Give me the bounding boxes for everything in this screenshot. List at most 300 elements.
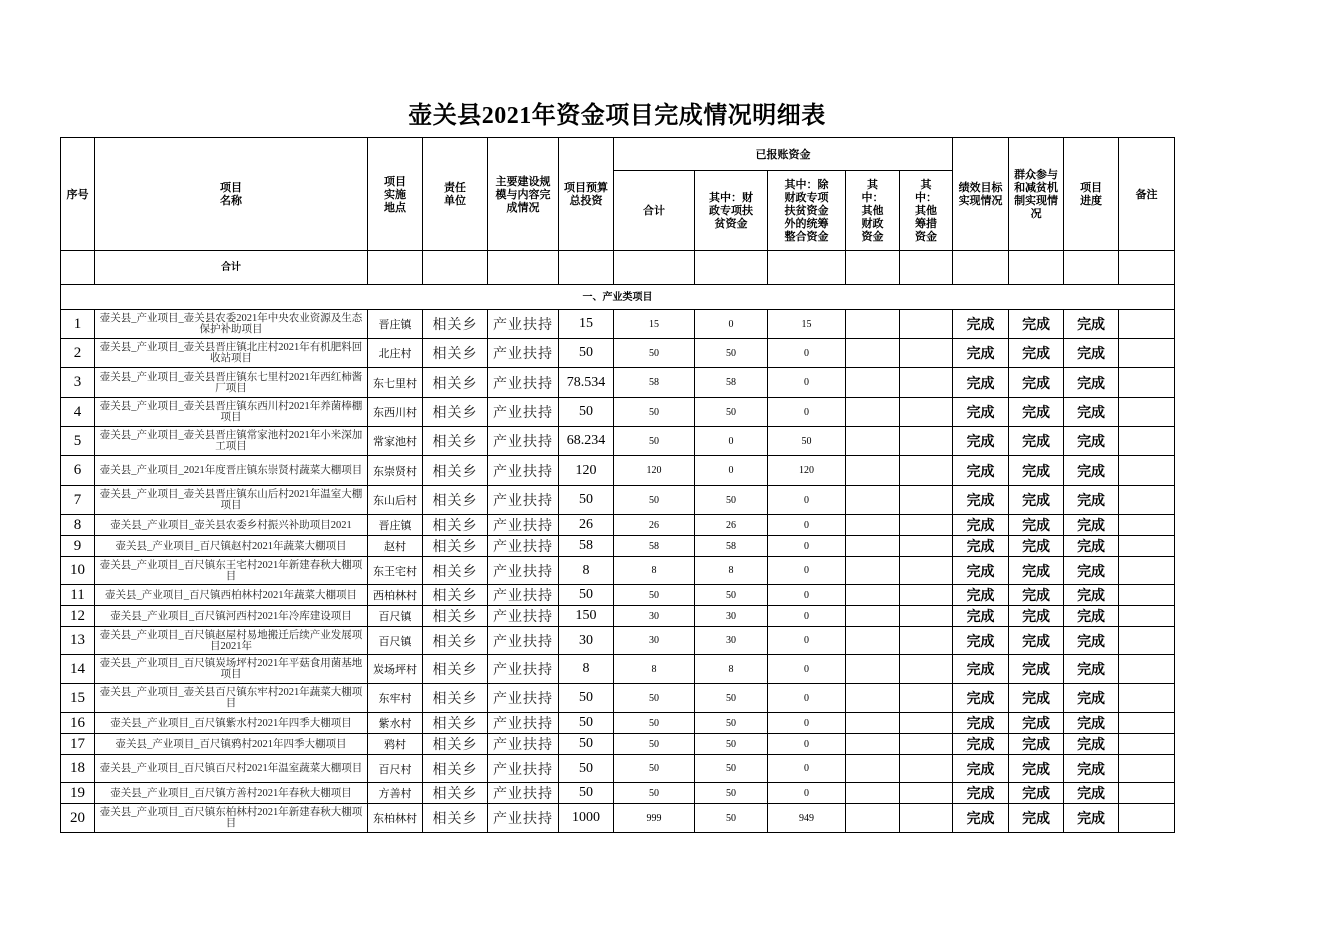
header-name: 项目名称 [95,138,368,251]
remarks-cell [1119,713,1175,734]
integrated-cell: 0 [768,655,846,684]
other-raised-cell [900,456,953,486]
remarks-cell [1119,585,1175,606]
budget-cell: 78.534 [559,368,614,398]
budget-cell: 26 [559,515,614,536]
progress-cell: 完成 [1064,585,1119,606]
participation-cell: 完成 [1009,427,1064,456]
other-fiscal-cell [846,684,900,713]
total-label: 合计 [95,251,368,285]
budget-cell: 1000 [559,804,614,833]
fiscal-cell: 0 [695,427,768,456]
progress-cell: 完成 [1064,713,1119,734]
other-raised-cell [900,627,953,655]
other-raised-cell [900,486,953,515]
other-raised-cell [900,684,953,713]
seq-cell: 14 [61,655,95,684]
seq-cell: 6 [61,456,95,486]
other-raised-cell [900,339,953,368]
project-name-cell: 壶关县_产业项目_百尺镇紫水村2021年四季大棚项目 [95,713,368,734]
budget-cell: 58 [559,536,614,557]
seq-cell: 15 [61,684,95,713]
fiscal-cell: 50 [695,713,768,734]
progress-cell: 完成 [1064,655,1119,684]
other-raised-cell [900,804,953,833]
header-location: 项目实施地点 [368,138,423,251]
progress-cell: 完成 [1064,398,1119,427]
total-cell: 50 [614,755,695,783]
seq-cell: 10 [61,557,95,585]
remarks-cell [1119,368,1175,398]
total-cell: 58 [614,536,695,557]
table-row [61,557,1175,585]
header-other-fiscal: 其中：其他财政资金 [846,171,900,251]
seq-cell: 4 [61,398,95,427]
participation-cell: 完成 [1009,557,1064,585]
total-cell: 26 [614,515,695,536]
unit-cell: 相关乡 [423,585,488,606]
performance-cell: 完成 [953,585,1009,606]
progress-cell: 完成 [1064,804,1119,833]
project-name-cell: 壶关县_产业项目_壶关县晋庄镇常家池村2021年小米深加工项目 [95,427,368,456]
total-cell: 50 [614,398,695,427]
project-name-cell: 壶关县_产业项目_百尺镇炭场坪村2021年平菇食用菌基地项目 [95,655,368,684]
integrated-cell: 0 [768,755,846,783]
performance-cell: 完成 [953,398,1009,427]
table-row [61,655,1175,684]
other-fiscal-cell [846,755,900,783]
project-name-cell: 壶关县_产业项目_壶关县晋庄镇东七里村2021年西红柿酱厂项目 [95,368,368,398]
fiscal-cell: 50 [695,398,768,427]
budget-cell: 50 [559,585,614,606]
participation-cell: 完成 [1009,713,1064,734]
seq-cell: 16 [61,713,95,734]
total-cell: 50 [614,713,695,734]
table-row [61,536,1175,557]
header-participation: 群众参与和减贫机制实现情况 [1009,138,1064,251]
integrated-cell: 0 [768,515,846,536]
progress-cell: 完成 [1064,515,1119,536]
location-cell: 东柏林村 [368,804,423,833]
other-fiscal-cell [846,585,900,606]
other-raised-cell [900,310,953,339]
integrated-cell: 0 [768,734,846,755]
location-cell: 方善村 [368,783,423,804]
total-cell: 120 [614,456,695,486]
header-other-raised: 其中：其他筹措资金 [900,171,953,251]
progress-cell: 完成 [1064,456,1119,486]
unit-cell: 相关乡 [423,755,488,783]
fiscal-cell: 50 [695,783,768,804]
seq-cell: 2 [61,339,95,368]
unit-cell: 相关乡 [423,783,488,804]
budget-cell: 8 [559,557,614,585]
other-fiscal-cell [846,427,900,456]
table-row [61,755,1175,783]
participation-cell: 完成 [1009,655,1064,684]
other-fiscal-cell [846,783,900,804]
integrated-cell: 0 [768,585,846,606]
participation-cell: 完成 [1009,398,1064,427]
budget-cell: 50 [559,734,614,755]
content-cell: 产业扶持 [488,398,559,427]
remarks-cell [1119,456,1175,486]
budget-cell: 8 [559,655,614,684]
progress-cell: 完成 [1064,427,1119,456]
seq-cell: 19 [61,783,95,804]
performance-cell: 完成 [953,557,1009,585]
remarks-cell [1119,339,1175,368]
content-cell: 产业扶持 [488,339,559,368]
remarks-cell [1119,557,1175,585]
project-name-cell: 壶关县_产业项目_百尺镇东王宅村2021年新建春秋大棚项目 [95,557,368,585]
participation-cell: 完成 [1009,606,1064,627]
seq-cell: 12 [61,606,95,627]
table-row [61,627,1175,655]
remarks-cell [1119,606,1175,627]
budget-cell: 50 [559,486,614,515]
other-fiscal-cell [846,456,900,486]
other-raised-cell [900,427,953,456]
location-cell: 百尺村 [368,755,423,783]
total-cell: 50 [614,427,695,456]
performance-cell: 完成 [953,684,1009,713]
table-row [61,427,1175,456]
content-cell: 产业扶持 [488,713,559,734]
total-cell: 30 [614,627,695,655]
other-fiscal-cell [846,655,900,684]
integrated-cell: 0 [768,339,846,368]
performance-cell: 完成 [953,368,1009,398]
fiscal-cell: 30 [695,627,768,655]
integrated-cell: 0 [768,398,846,427]
seq-cell: 9 [61,536,95,557]
other-fiscal-cell [846,398,900,427]
fiscal-cell: 0 [695,456,768,486]
performance-cell: 完成 [953,310,1009,339]
integrated-cell: 0 [768,606,846,627]
content-cell: 产业扶持 [488,606,559,627]
location-cell: 百尺镇 [368,627,423,655]
other-raised-cell [900,536,953,557]
location-cell: 东牢村 [368,684,423,713]
participation-cell: 完成 [1009,627,1064,655]
performance-cell: 完成 [953,456,1009,486]
performance-cell: 完成 [953,734,1009,755]
header-progress: 项目进度 [1064,138,1119,251]
header-fiscal: 其中：财政专项扶贫资金 [695,171,768,251]
other-fiscal-cell [846,606,900,627]
page-title: 壶关县2021年资金项目完成情况明细表 [408,103,826,129]
remarks-cell [1119,486,1175,515]
integrated-cell: 949 [768,804,846,833]
progress-cell: 完成 [1064,339,1119,368]
integrated-cell: 0 [768,627,846,655]
fiscal-cell: 58 [695,368,768,398]
other-fiscal-cell [846,627,900,655]
seq-cell: 1 [61,310,95,339]
project-name-cell: 壶关县_产业项目_壶关县晋庄镇东山后村2021年温室大棚项目 [95,486,368,515]
location-cell: 晋庄镇 [368,310,423,339]
performance-cell: 完成 [953,427,1009,456]
participation-cell: 完成 [1009,734,1064,755]
location-cell: 赵村 [368,536,423,557]
fund-table [60,137,1175,833]
unit-cell: 相关乡 [423,734,488,755]
participation-cell: 完成 [1009,585,1064,606]
content-cell: 产业扶持 [488,755,559,783]
project-name-cell: 壶关县_产业项目_壶关县晋庄镇东西川村2021年养菌棒棚项目 [95,398,368,427]
remarks-cell [1119,398,1175,427]
project-name-cell: 壶关县_产业项目_壶关县晋庄镇北庄村2021年有机肥料回收站项目 [95,339,368,368]
progress-cell: 完成 [1064,684,1119,713]
budget-cell: 50 [559,755,614,783]
location-cell: 东西川村 [368,398,423,427]
fiscal-cell: 50 [695,585,768,606]
project-name-cell: 壶关县_产业项目_百尺镇东柏林村2021年新建春秋大棚项目 [95,804,368,833]
location-cell: 紫水村 [368,713,423,734]
total-cell: 50 [614,684,695,713]
integrated-cell: 0 [768,536,846,557]
location-cell: 东山后村 [368,486,423,515]
progress-cell: 完成 [1064,536,1119,557]
other-fiscal-cell [846,557,900,585]
total-cell: 50 [614,486,695,515]
header-performance: 绩效目标实现情况 [953,138,1009,251]
project-name-cell: 壶关县_产业项目_百尺镇河西村2021年冷库建设项目 [95,606,368,627]
remarks-cell [1119,515,1175,536]
total-cell: 8 [614,655,695,684]
other-fiscal-cell [846,804,900,833]
content-cell: 产业扶持 [488,456,559,486]
total-cell: 30 [614,606,695,627]
other-raised-cell [900,655,953,684]
header-integrated: 其中：除财政专项扶贫资金外的统筹整合资金 [768,171,846,251]
remarks-cell [1119,627,1175,655]
progress-cell: 完成 [1064,755,1119,783]
project-name-cell: 壶关县_产业项目_壶关县农委乡村振兴补助项目2021 [95,515,368,536]
other-raised-cell [900,515,953,536]
table-row [61,310,1175,339]
unit-cell: 相关乡 [423,368,488,398]
total-cell: 8 [614,557,695,585]
budget-cell: 50 [559,339,614,368]
performance-cell: 完成 [953,606,1009,627]
remarks-cell [1119,755,1175,783]
location-cell: 东七里村 [368,368,423,398]
fiscal-cell: 0 [695,310,768,339]
unit-cell: 相关乡 [423,486,488,515]
header-content: 主要建设规模与内容完成情况 [488,138,559,251]
unit-cell: 相关乡 [423,339,488,368]
integrated-cell: 50 [768,427,846,456]
participation-cell: 完成 [1009,536,1064,557]
project-name-cell: 壶关县_产业项目_壶关县农委2021年中央农业资源及生态保护补助项目 [95,310,368,339]
unit-cell: 相关乡 [423,655,488,684]
performance-cell: 完成 [953,486,1009,515]
content-cell: 产业扶持 [488,734,559,755]
table-row [61,456,1175,486]
seq-cell: 5 [61,427,95,456]
location-cell: 炭场坪村 [368,655,423,684]
unit-cell: 相关乡 [423,713,488,734]
header-remarks: 备注 [1119,138,1175,251]
other-fiscal-cell [846,339,900,368]
table-row [61,339,1175,368]
participation-cell: 完成 [1009,804,1064,833]
participation-cell: 完成 [1009,515,1064,536]
fiscal-cell: 50 [695,755,768,783]
unit-cell: 相关乡 [423,515,488,536]
location-cell: 东王宅村 [368,557,423,585]
performance-cell: 完成 [953,804,1009,833]
budget-cell: 150 [559,606,614,627]
other-fiscal-cell [846,734,900,755]
remarks-cell [1119,783,1175,804]
seq-cell: 7 [61,486,95,515]
total-cell: 50 [614,734,695,755]
fiscal-cell: 50 [695,684,768,713]
location-cell: 晋庄镇 [368,515,423,536]
content-cell: 产业扶持 [488,427,559,456]
content-cell: 产业扶持 [488,585,559,606]
total-cell: 50 [614,783,695,804]
participation-cell: 完成 [1009,684,1064,713]
progress-cell: 完成 [1064,368,1119,398]
location-cell: 西柏林村 [368,585,423,606]
budget-cell: 50 [559,713,614,734]
other-fiscal-cell [846,310,900,339]
performance-cell: 完成 [953,339,1009,368]
header-reported: 已报账资金 [614,138,953,171]
seq-cell: 3 [61,368,95,398]
performance-cell: 完成 [953,655,1009,684]
remarks-cell [1119,536,1175,557]
total-row [61,251,1175,285]
content-cell: 产业扶持 [488,310,559,339]
header-seq: 序号 [61,138,95,251]
participation-cell: 完成 [1009,368,1064,398]
fiscal-cell: 30 [695,606,768,627]
other-raised-cell [900,734,953,755]
project-name-cell: 壶关县_产业项目_百尺镇赵屋村易地搬迁后续产业发展项目2021年 [95,627,368,655]
seq-cell: 8 [61,515,95,536]
other-raised-cell [900,783,953,804]
remarks-cell [1119,684,1175,713]
fiscal-cell: 8 [695,557,768,585]
location-cell: 东崇贤村 [368,456,423,486]
table-row [61,734,1175,755]
remarks-cell [1119,804,1175,833]
fiscal-cell: 8 [695,655,768,684]
header-unit: 责任单位 [423,138,488,251]
remarks-cell [1119,427,1175,456]
integrated-cell: 0 [768,783,846,804]
performance-cell: 完成 [953,627,1009,655]
other-fiscal-cell [846,713,900,734]
unit-cell: 相关乡 [423,310,488,339]
progress-cell: 完成 [1064,627,1119,655]
location-cell: 百尺镇 [368,606,423,627]
total-cell: 58 [614,368,695,398]
other-raised-cell [900,713,953,734]
integrated-cell: 0 [768,486,846,515]
participation-cell: 完成 [1009,486,1064,515]
remarks-cell [1119,734,1175,755]
table-row [61,684,1175,713]
other-raised-cell [900,557,953,585]
project-name-cell: 壶关县_产业项目_百尺镇鸦村2021年四季大棚项目 [95,734,368,755]
location-cell: 鸦村 [368,734,423,755]
unit-cell: 相关乡 [423,398,488,427]
progress-cell: 完成 [1064,783,1119,804]
header-budget: 项目预算总投资 [559,138,614,251]
total-cell: 999 [614,804,695,833]
table-row [61,486,1175,515]
budget-cell: 50 [559,684,614,713]
performance-cell: 完成 [953,713,1009,734]
project-name-cell: 壶关县_产业项目_2021年度晋庄镇东崇贤村蔬菜大棚项目 [95,456,368,486]
remarks-cell [1119,310,1175,339]
fiscal-cell: 50 [695,804,768,833]
other-raised-cell [900,398,953,427]
table-row [61,398,1175,427]
project-name-cell: 壶关县_产业项目_壶关县百尺镇东牢村2021年蔬菜大棚项目 [95,684,368,713]
location-cell: 北庄村 [368,339,423,368]
other-raised-cell [900,585,953,606]
section-label: 一、产业类项目 [61,285,1175,310]
table-row [61,515,1175,536]
content-cell: 产业扶持 [488,515,559,536]
remarks-cell [1119,655,1175,684]
participation-cell: 完成 [1009,456,1064,486]
seq-cell: 13 [61,627,95,655]
budget-cell: 68.234 [559,427,614,456]
integrated-cell: 0 [768,713,846,734]
seq-cell: 17 [61,734,95,755]
content-cell: 产业扶持 [488,536,559,557]
unit-cell: 相关乡 [423,684,488,713]
total-cell: 50 [614,585,695,606]
performance-cell: 完成 [953,755,1009,783]
fiscal-cell: 50 [695,486,768,515]
unit-cell: 相关乡 [423,627,488,655]
header-total: 合计 [614,171,695,251]
project-name-cell: 壶关县_产业项目_百尺镇方善村2021年春秋大棚项目 [95,783,368,804]
table-row [61,804,1175,833]
other-fiscal-cell [846,515,900,536]
seq-cell: 20 [61,804,95,833]
other-raised-cell [900,755,953,783]
progress-cell: 完成 [1064,310,1119,339]
other-raised-cell [900,606,953,627]
integrated-cell: 0 [768,684,846,713]
unit-cell: 相关乡 [423,427,488,456]
content-cell: 产业扶持 [488,804,559,833]
project-name-cell: 壶关县_产业项目_百尺镇赵村2021年蔬菜大棚项目 [95,536,368,557]
section-row [61,285,1175,310]
progress-cell: 完成 [1064,557,1119,585]
budget-cell: 50 [559,783,614,804]
unit-cell: 相关乡 [423,606,488,627]
integrated-cell: 15 [768,310,846,339]
content-cell: 产业扶持 [488,557,559,585]
progress-cell: 完成 [1064,486,1119,515]
budget-cell: 120 [559,456,614,486]
participation-cell: 完成 [1009,339,1064,368]
table-row [61,783,1175,804]
content-cell: 产业扶持 [488,684,559,713]
